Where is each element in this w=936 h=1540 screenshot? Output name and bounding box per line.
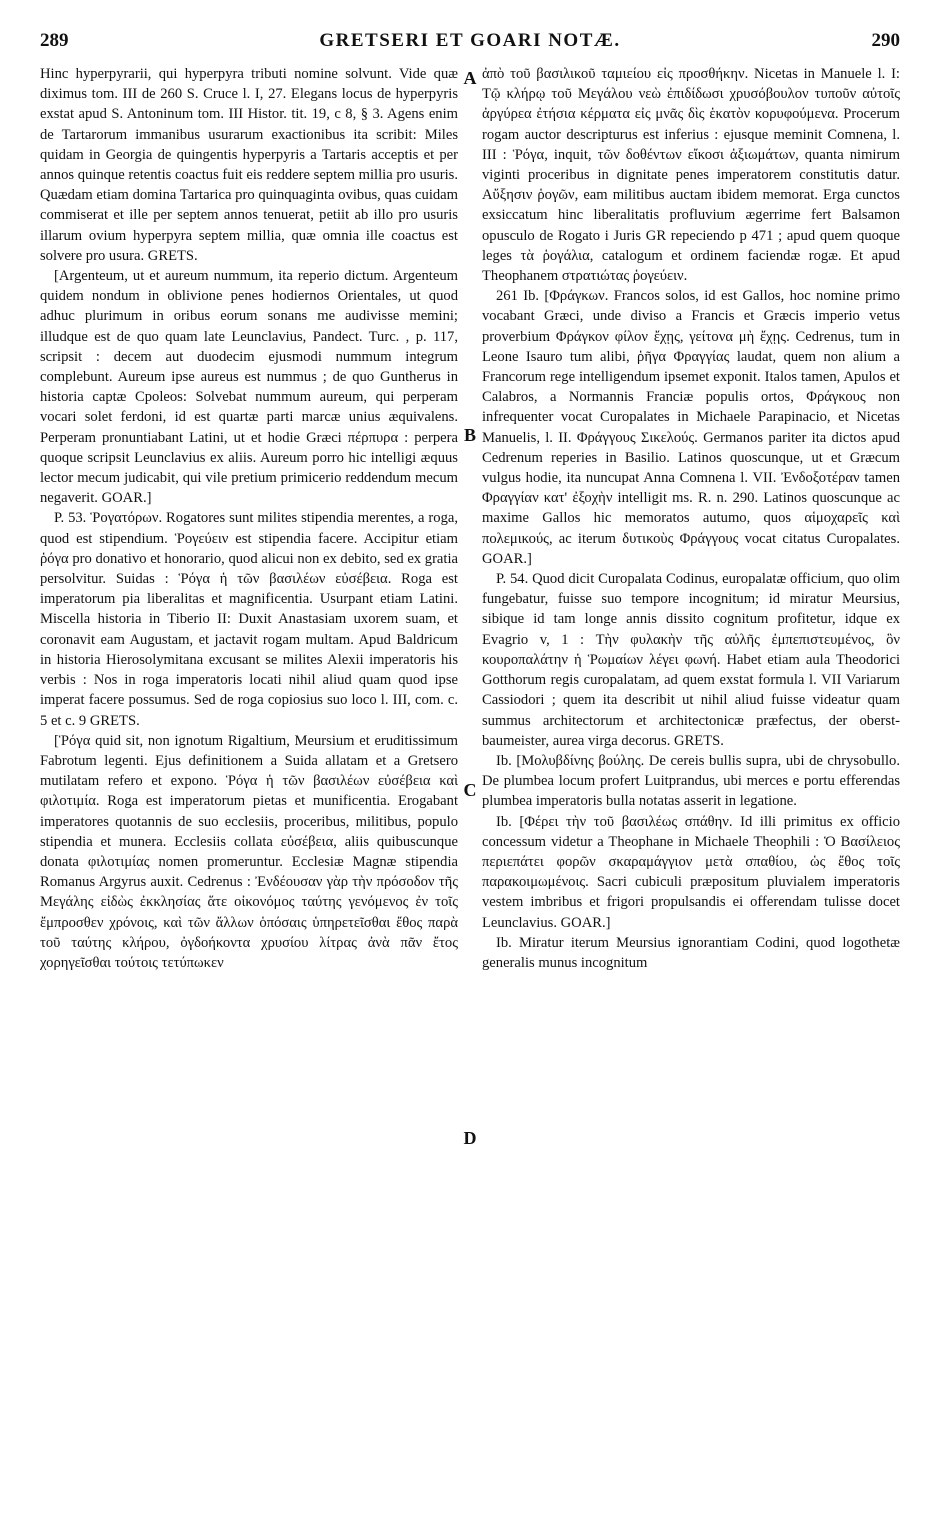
paragraph: Ib. [Φέρει τὴν τοῦ βασιλέως σπάθην. Id illi primitus ex officio concessum videtur a Theophane in Michaele Theophili : Ὁ Βασίλειος περιεπάτει φορῶν σκαραμάγγιον μετὰ σπαθίου, ὡς ἔθος τοῖς παρακοιμωμένοις. Sacri cubiculi præpositum pluvialem imperatoris vestem imbribus et frigori propulsandis ei offerendam tulisse docet Leunclavius. GOAR.] — [482, 813, 900, 931]
margin-marker-b: B — [463, 425, 476, 445]
margin-marker-d: D — [463, 1128, 477, 1148]
paragraph: Ib. [Μολυβδίνης βούλης. De cereis bullis supra, ubi de chrysobullo. De plumbea locum profert Luitprandus, ubi merces e portu efferendas plumbea imperatoris bulla notatas asserit in legatione. — [482, 752, 900, 810]
paragraph: P. 54. Quod dicit Curopalata Codinus, europalatæ officium, quo olim fungebatur, fuisse suo tempore incognitum; id miratur Meursius, sibique id tam longe annis dissito cognitum profitetur, idque ex Evagrio v, 1 : Τὴν φυλακὴν τῆς αὐλῆς ἐμπεπιστευμένος, ὃν κουροπαλάτην ἡ Ῥωμαίων λέγει φωνή. Habet etiam aula Theodorici Gotthorum regis curopalatam, ad quem exstat formula l. VII Variarum Cassiodori ; quem ita describit ut nihil aliud fuisse videatur quam summus architectorum et architectonicæ præfectus, der oberst-baumeister, aurea virga decorus. GRETS. — [482, 571, 900, 749]
running-title: GRETSERI ET GOARI NOTÆ. — [319, 30, 621, 51]
paragraph: Ib. Miratur iterum Meursius ignorantiam Codini, quod logothetæ generalis munus incognitum — [482, 934, 900, 971]
right-column — [482, 64, 900, 973]
paragraph: Hinc hyperpyrarii, qui hyperpyra tributi nomine solvunt. Vide quæ diximus tom. III de 260 S. Cruce l. I, 27. Elegans locus de hyperpyris exstat apud S. Antoninum tom. III Histor. tit. 19, c 8, § 3. Agens enim de Tartarorum immanibus usurarum exactionibus ita scribit: Miles quidam in Georgia de quingentis hyperpyris a Tartaris acceptis et per annos quinque retentis coactus fuit eis reddere septem millia pro usuris. Quædam etiam domina Tartarica pro quinquaginta ovibus, quas cuidam commiserat et ille per septem annos tenuerat, petiit ab illo pro usuris illarum ovium hyperpyra septem millia, quæ omnia ille coactus est solvere pro usura. GRETS. — [40, 66, 458, 264]
paragraph: 261 Ib. [Φράγκων. Francos solos, id est Gallos, hoc nomine primo vocabant Græci, unde diviso a Francis et Græcis imperio vetus proverbium Φράγκον φίλον ἔχῃς, γείτονα μὴ ἔχῃς. Cedrenus, tum in Leone Isauro tum alibi, ῥῆγα Φραγγίας laudat, quem non alium a Francorum rege intelligendum ipsemet exponit. Italos tamen, Apulos et Calabros, a Normannis Franciæ populis ortos, Φράγκους non infrequenter vocat Curopalates in Michaele Parapinacio, et Nicetas Manuelis, l. II. Φράγγους Σικελούς. Germanos pariter ita dictos apud Cedrenum reperies in Basilio. Latinos quoscunque, ut et Græcum vulgus hodie, ita nuncupat Anna Comnena l. VII. Ἐνδοξοτέραν tamen Φραγγίαν κατ' ἐξοχὴν intelligit ms. R. n. 290. Latinos quoscunque ac maxime Gallos hic memoratos autumo, quos αἱμοχαρεῖς καὶ πολεμικούς, ac iterum δυτικοὺς Φράγγους vocat citatus Curopalates. GOAR.] — [482, 288, 900, 567]
paragraph: ἀπὸ τοῦ βασιλικοῦ ταμιείου εἰς προσθήκην. Nicetas in Manuele l. I: Τῷ κλήρῳ τοῦ Μεγάλου νεὼ ἐπιδίδωσι χρυσόβουλον τυποῦν αὐτοῖς ἀργύρεα ἐτήσια κέρματα εἰς μνᾶς δὶς ἑκατὸν κορυφούμενα. Procerum rogam auctor descripturus est inferius : ejusque meminit Comnena, l. III : Ῥόγα, inquit, τῶν δοθέντων εἴκοσι ἀξιωμάτων, quanta nimirum viginti proceribus in dignitate penes imperatorem constitutis datur. Αὔξησιν ῥογῶν, eam militibus auctam ibidem memorat. Erga cunctos exsiccatum hinc liberalitatis profluvium ægerrime fert Balsamon opusculo de Rogato i Juris GR repeciendo p 471 ; apud quem quoque leges τὰ ῥογάλια, catalogum et ordinem faciendæ rogæ. Et apud Theophanem στρατιώτας ῥογεύειν. — [482, 66, 900, 285]
margin-marker-c: C — [463, 780, 477, 800]
paragraph: [Argenteum, ut et aureum nummum, ita reperio dictum. Argenteum quidem nondum in oblivione penes hodiernos Orientales, ut quod adhuc plurimum in oribus eorum sonans me audivisse memini; illudque est de quo quam late Leunclavius, Pandect. Turc. , p. 117, scripsit : decem aut duodecim ejusmodi nummum integrum complebunt. Aureum ipse aureus est nummus ; de quo Guntherus in historia captæ Cpoleos: Solvebat nummum aureum, qui perperam vocari solet ferdoni, id est quartæ parti marcæ unius æquivalens. Perperam pronuntiabant Latini, ut et hodie Græci πέρπυρα : perpera quoque scripsit Leunclavius ex aliis. Aureum porro hic intelligi æquus lector mecum judicabit, qui vile pretium primicerio reddendum mecum negaverit. GOAR.] — [40, 268, 458, 507]
page-number-right: 290 — [871, 30, 900, 51]
paragraph: [Ῥόγα quid sit, non ignotum Rigaltium, Meursium et eruditissimum Fabrotum legenti. Ejus definitionem a Suida allatam et a Gretsero mutilatam refero et expono. Ῥόγα ἡ τῶν βασιλέων εὐσέβεια καὶ φιλοτιμία. Roga est imperatorum pietas et munificentia. Erogabant imperatores quotannis de suo ecclesiis, proceribus, militibus, populo stipendia et munera. Ecclesiis collata εὐσέβεια, aliis quibuscunque donata φιλοτιμίας nomen promeruntur. Ecclesiæ Magnæ stipendia Romanus Argyrus auxit. Cedrenus : Ἐνδέουσαν γὰρ τὴν πρόσοδον τῆς Μεγάλης εἰδὼς ἐκκλησίας ἅτε οἰκονόμος ταύτης γενόμενος ἐν τοῖς ἔμπροσθεν χρόνοις, καὶ τῶν ἄλλων ὁπόσαις ὑπηρετεῖσθαι ἔθος παρὰ τοῦ ταύτης κλήρου, ὀγδοήκοντα χρυσίου λίτρας ἀνὰ πᾶν ἔτος χορηγεῖσθαι τούτοις τετύπωκεν — [40, 732, 458, 971]
left-column — [40, 64, 458, 973]
page-header — [40, 30, 900, 62]
page-number-left: 289 — [40, 30, 69, 51]
margin-marker-a: A — [463, 68, 477, 88]
paragraph: P. 53. Ῥογατόρων. Rogatores sunt milites stipendia merentes, a roga, quod est stipendium. Ῥογεύειν est stipendia facere. Accipitur etiam ῥόγα pro donativo et honorario, quod alicui non ex debito, sed ex gratia persolvitur. Suidas : Ῥόγα ἡ τῶν βασιλέων εὐσέβεια. Roga est imperatorum pia liberalitas et magnificentia. Usurpant etiam Latini. Miscella historia in Tiberio II: Duxit Anastasiam uxorem suam, et coronavit eam Augustam, et jactavit rogam multam. Apud Baldricum in historia Hierosolymitana excusant se milites Alexii imperatoris his verbis : Nos in roga imperatoris locati nihil aliud quam quod ipse imperat facere possumus. Sed de roga copiosius suo loco l. III, com. c. 5 et c. 9 GRETS. — [40, 510, 458, 729]
